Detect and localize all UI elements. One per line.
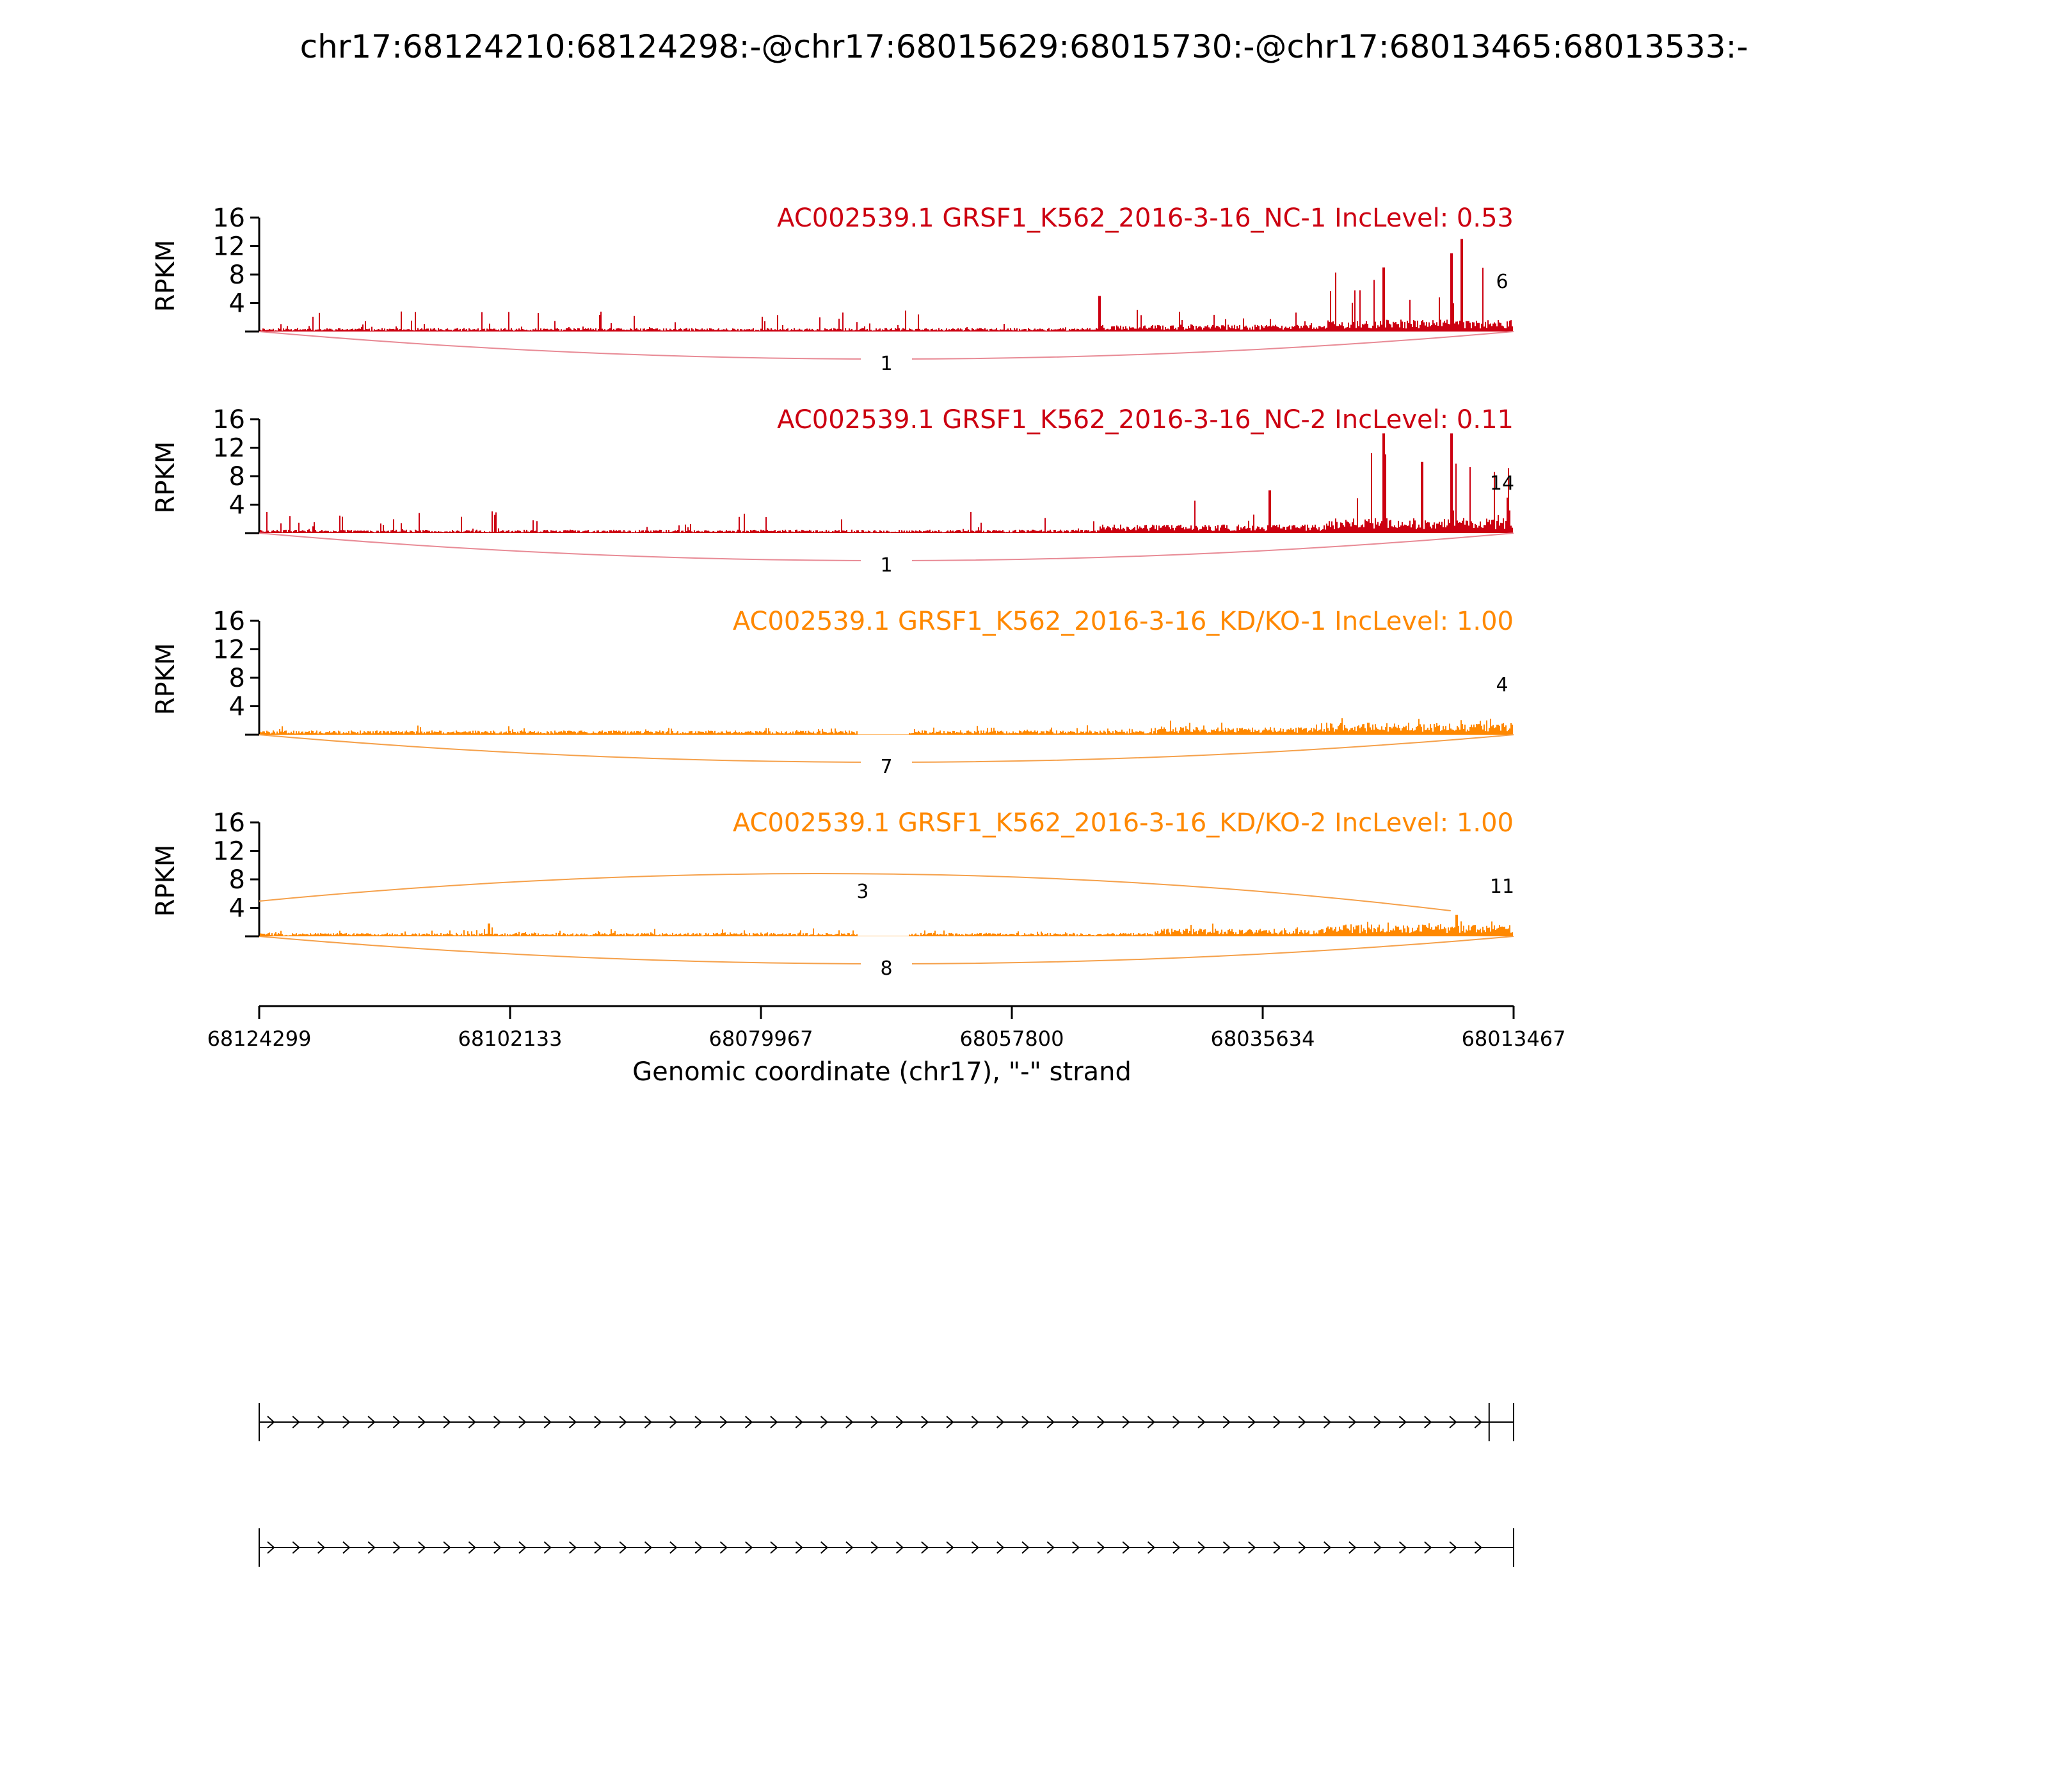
y-tick-label: 8 bbox=[228, 462, 245, 492]
coverage bbox=[260, 239, 1512, 332]
junction-count-label: 7 bbox=[880, 756, 893, 778]
y-tick-label: 12 bbox=[212, 433, 245, 463]
track-4 bbox=[151, 808, 1514, 981]
y-tick-label: 16 bbox=[212, 808, 245, 838]
y-tick-label: 12 bbox=[212, 836, 245, 867]
y-axis-label: RPKM bbox=[151, 239, 180, 312]
y-tick-label: 4 bbox=[228, 692, 245, 722]
y-tick-label: 4 bbox=[228, 893, 245, 924]
junction-count-label: 1 bbox=[880, 353, 893, 375]
chart-title: chr17:68124210:68124298:-@chr17:68015629:68015730:-@chr17:68013465:68013533:- bbox=[300, 28, 1748, 65]
junction-count-label: 8 bbox=[880, 957, 893, 980]
x-tick-label: 68124299 bbox=[207, 1027, 312, 1051]
x-axis bbox=[207, 1006, 1566, 1051]
x-axis-label: Genomic coordinate (chr17), "-" strand bbox=[632, 1057, 1132, 1087]
coverage bbox=[260, 718, 1512, 735]
track-title: AC002539.1 GRSF1_K562_2016-3-16_KD/KO-1 IncLevel: 1.00 bbox=[732, 607, 1514, 636]
y-tick-label: 12 bbox=[212, 232, 245, 262]
track-2 bbox=[151, 405, 1514, 578]
y-tick-label: 8 bbox=[228, 260, 245, 290]
x-tick-label: 68102133 bbox=[458, 1027, 563, 1051]
junction-count-label: 4 bbox=[1496, 674, 1508, 696]
coverage bbox=[260, 433, 1515, 533]
y-tick-label: 8 bbox=[228, 664, 245, 693]
track-1 bbox=[151, 204, 1514, 376]
x-tick-label: 68013467 bbox=[1461, 1027, 1566, 1051]
x-tick-label: 68035634 bbox=[1210, 1027, 1315, 1051]
junction-count-label: 11 bbox=[1489, 876, 1515, 898]
track-title: AC002539.1 GRSF1_K562_2016-3-16_NC-2 IncLevel: 0.11 bbox=[777, 405, 1514, 435]
tracks-layer bbox=[151, 204, 1514, 981]
junction-count-label: 3 bbox=[856, 881, 869, 903]
gene-models bbox=[259, 1403, 1514, 1567]
y-tick-label: 4 bbox=[228, 289, 245, 319]
track-3 bbox=[151, 607, 1514, 780]
junction-count-label: 14 bbox=[1489, 472, 1515, 495]
coverage bbox=[260, 915, 1512, 936]
gene-model-isoform-1 bbox=[259, 1403, 1514, 1441]
track-title: AC002539.1 GRSF1_K562_2016-3-16_KD/KO-2 IncLevel: 1.00 bbox=[732, 808, 1514, 838]
y-axis-label: RPKM bbox=[151, 643, 180, 716]
y-tick-label: 16 bbox=[212, 405, 245, 435]
y-tick-label: 16 bbox=[212, 204, 245, 233]
y-tick-label: 12 bbox=[212, 635, 245, 665]
y-axis-label: RPKM bbox=[151, 844, 180, 917]
y-tick-label: 16 bbox=[212, 607, 245, 636]
x-tick-label: 68079967 bbox=[708, 1027, 813, 1051]
junction-count-label: 6 bbox=[1496, 271, 1508, 293]
y-axis-label: RPKM bbox=[151, 441, 180, 514]
y-tick-label: 8 bbox=[228, 865, 245, 895]
track-title: AC002539.1 GRSF1_K562_2016-3-16_NC-1 IncLevel: 0.53 bbox=[777, 204, 1514, 233]
x-tick-label: 68057800 bbox=[959, 1027, 1064, 1051]
gene-model-isoform-2 bbox=[259, 1528, 1514, 1567]
y-tick-label: 4 bbox=[228, 490, 245, 520]
junction-count-label: 1 bbox=[880, 554, 893, 577]
